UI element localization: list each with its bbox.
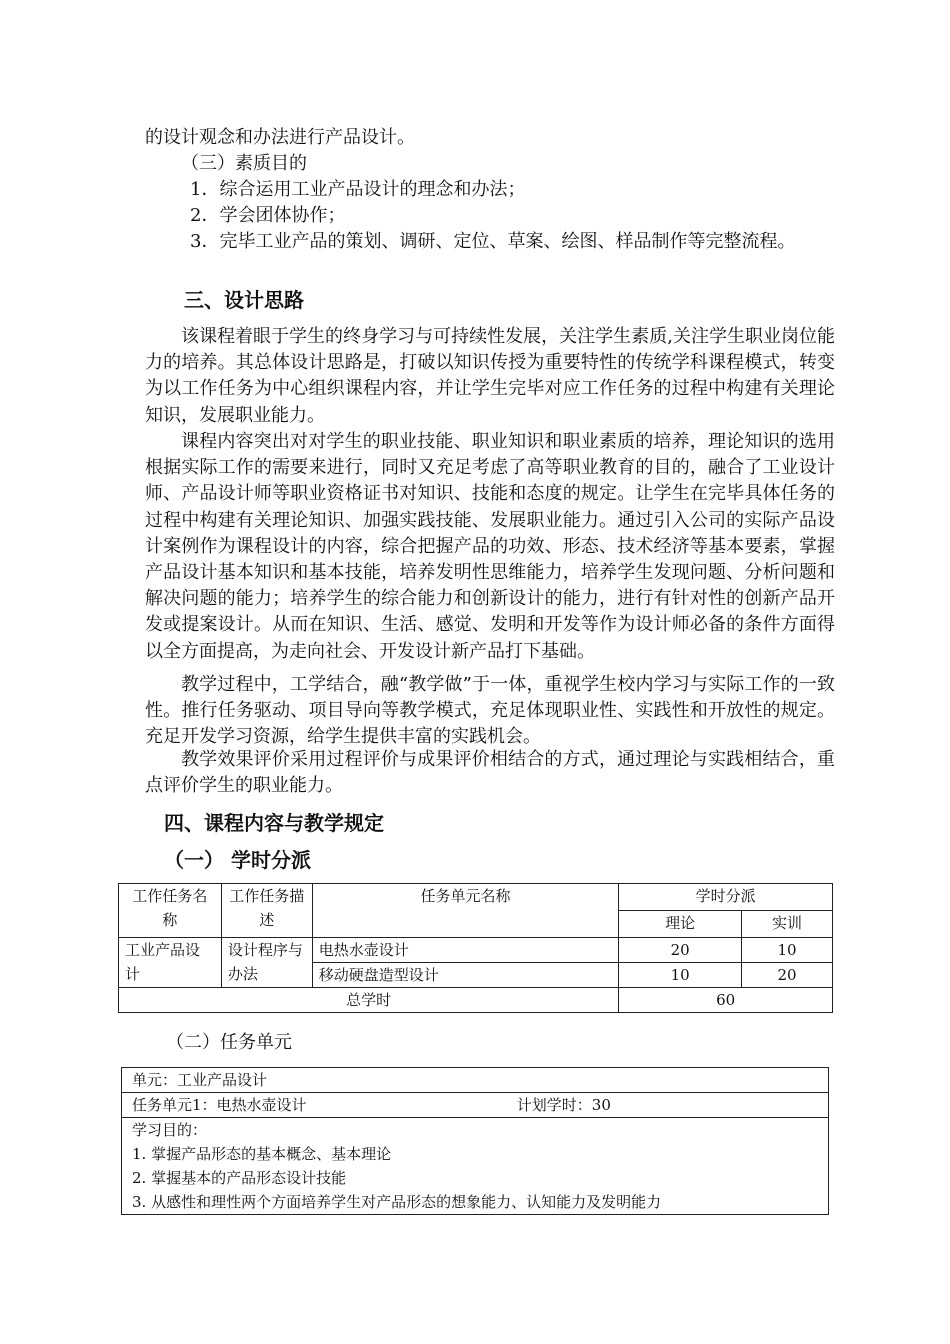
unit-name-cell: 移动硬盘造型设计: [312, 963, 619, 988]
planned-hours: 计划学时：30: [516, 1096, 611, 1114]
section-3-paragraph-2: 课程内容突出对对学生的职业技能、职业知识和职业素质的培养，理论知识的选用根据实际工作的需要来进行，同时又充足考虑了高等职业教育的目的，融合了工业设计师、产品设计师等职业资格证书对知识、技能和态度的规定。让学生在完毕具体任务的过程中构建有关理论知识、加强实践技能、发展职业能力。通过引入公司的实际产品设计案例作为课程设计的内容，综合把握产品的功效、形态、技术经济等基本要素，掌握产品设计基本知识和基本技能，培养发明性思维能力，培养学生发现问题、分析问题和解决问题的能力；培养学生的综合能力和创新设计的能力，进行有针对性的创新产品开发或提案设计。从而在知识、生活、感觉、发明和开发等作为设计师必备的条件方面得以全方面提高，为走向社会、开发设计新产品打下基础。: [145, 431, 835, 662]
unit-table: [121, 1067, 829, 1215]
section-4-title: 四、课程内容与教学规定: [164, 811, 384, 835]
quality-item-1: 1．综合运用工业产品设计的理念和办法；: [190, 179, 526, 200]
quality-goals-heading: （三）素质目的: [181, 153, 307, 174]
goal-item: 1. 掌握产品形态的基本概念、基本理论: [132, 1145, 392, 1163]
goals-cell: [122, 1118, 829, 1215]
task-unit-heading: （二）任务单元: [166, 1032, 292, 1053]
practice-cell: 20: [742, 963, 833, 988]
practice-cell: 10: [742, 938, 833, 963]
quality-item-2: 2．学会团体协作；: [190, 205, 346, 226]
total-label: 总学时: [119, 988, 619, 1013]
task-unit-label: 任务单元1：电热水壶设计: [132, 1096, 307, 1114]
header-task-desc: 工作任务描述: [221, 884, 312, 938]
total-row: [119, 988, 833, 1013]
theory-cell: 10: [619, 963, 742, 988]
header-unit-name: 任务单元名称: [312, 884, 619, 938]
goal-item: 2. 掌握基本的产品形态设计技能: [132, 1169, 347, 1187]
theory-cell: 20: [619, 938, 742, 963]
section-3-paragraph-1: 该课程着眼于学生的终身学习与可持续性发展，关注学生素质,关注学生职业岗位能力的培养。其总体设计思路是，打破以知识传授为重要特性的传统学科课程模式，转变为以工作任务为中心组织课程内容，并让学生完毕对应工作任务的过程中构建有关理论知识，发展职业能力。: [145, 326, 835, 426]
intro-line: 的设计观念和办法进行产品设计。: [145, 127, 415, 148]
goal-item: 3. 从感性和理性两个方面培养学生对产品形态的想象能力、认知能力及发明能力: [132, 1193, 662, 1211]
header-theory: 理论: [619, 911, 742, 938]
table-row: [119, 938, 833, 963]
goals-label: 学习目的：: [132, 1121, 208, 1139]
task-name-cell: 工业产品设计: [119, 938, 222, 988]
header-practice: 实训: [742, 911, 833, 938]
quality-item-3: 3．完毕工业产品的策划、调研、定位、草案、绘图、样品制作等完整流程。: [190, 231, 796, 252]
section-3-title: 三、设计思路: [184, 288, 304, 312]
hours-allocation-heading: （一） 学时分派: [164, 848, 311, 872]
unit-name-cell: 电热水壶设计: [312, 938, 619, 963]
task-desc-cell: 设计程序与办法: [221, 938, 312, 988]
header-hours: 学时分派: [619, 884, 833, 911]
hours-table: [118, 883, 833, 1013]
total-value: 60: [619, 988, 833, 1013]
header-task-name: 工作任务名称: [119, 884, 222, 938]
section-3-paragraph-3: 教学过程中，工学结合，融“教学做”于一体，重视学生校内学习与实际工作的一致性。推行任务驱动、项目导向等教学模式，充足体现职业性、实践性和开放性的规定。充足开发学习资源，给学生提供丰富的实践机会。: [145, 674, 835, 748]
unit-cell: 单元：工业产品设计: [122, 1068, 829, 1093]
section-3-paragraph-4: 教学效果评价采用过程评价与成果评价相结合的方式，通过理论与实践相结合，重点评价学生的职业能力。: [145, 749, 835, 797]
task-unit-cell: [122, 1093, 829, 1118]
